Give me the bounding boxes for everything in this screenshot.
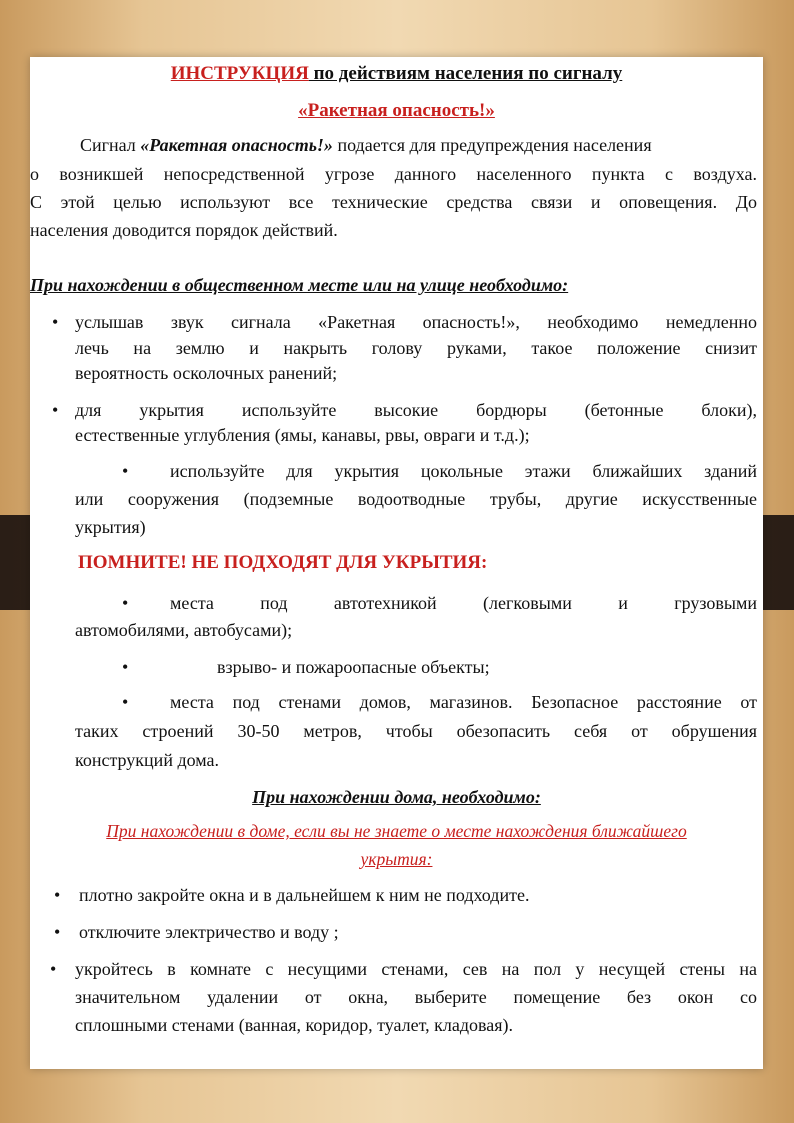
street-b3-line-3: укрытия)	[75, 517, 146, 537]
intro-text: подается для предупреждения населения	[332, 135, 652, 155]
intro-text: Сигнал	[80, 135, 141, 155]
bullet: •	[50, 959, 57, 979]
unsafe-b3-line-3: конструкций дома.	[75, 750, 220, 770]
home-b3-line-2: значительном удалении от окна, выберите помещение без окон со	[75, 987, 757, 1007]
home-heading: При нахождении дома, необходимо:	[252, 787, 541, 807]
bullet: •	[122, 692, 129, 712]
street-b2-line-1: для укрытия используйте высокие бордюры (бетонные блоки),	[75, 400, 757, 420]
title-black: по действиям населения по сигналу	[308, 63, 623, 84]
page-subtitle: «Ракетная опасность!»	[298, 100, 495, 121]
unsafe-b2: взрыво- и пожароопасные объекты;	[217, 657, 490, 677]
intro-line-4: населения доводится порядок действий.	[30, 220, 338, 240]
intro-line-3: С этой целью используют все технические средства связи и оповещения. До	[30, 192, 757, 212]
bullet: •	[52, 312, 59, 332]
street-b1-line-3: вероятность осколочных ранений;	[75, 363, 338, 383]
instruction-sheet	[30, 57, 763, 1069]
unsafe-b1-line-2: автомобилями, автобусами);	[75, 620, 293, 640]
signal-name: «Ракетная опасность!»	[140, 135, 333, 155]
street-b1-line-1: услышав звук сигнала «Ракетная опасность!», необходимо немедленно	[75, 312, 757, 332]
unsafe-b3-line-2: таких строений 30-50 метров, чтобы обезопасить себя от обрушения	[75, 721, 757, 741]
intro-line-2: о возникшей непосредственной угрозе данного населенного пункта с воздуха.	[30, 164, 757, 184]
street-b2-line-2: естественные углубления (ямы, канавы, рвы, овраги и т.д.);	[75, 425, 530, 445]
page-title	[30, 63, 763, 85]
bullet: •	[54, 885, 61, 905]
title-red: ИНСТРУКЦИЯ	[170, 63, 309, 84]
home-b3-line-1: укройтесь в комнате с несущими стенами, сев на пол у несущей стены на	[75, 959, 757, 979]
home-b1: плотно закройте окна и в дальнейшем к ним не подходите.	[79, 885, 530, 905]
bullet: •	[122, 461, 129, 481]
home-b2: отключите электричество и воду ;	[79, 922, 339, 942]
home-subheading-2: укрытия:	[360, 849, 433, 869]
unsafe-b1-line-1: места под автотехникой (легковыми и грузовыми	[170, 593, 757, 613]
street-b1-line-2: лечь на землю и накрыть голову руками, такое положение снизит	[75, 338, 757, 358]
warning-heading: ПОМНИТЕ! НЕ ПОДХОДЯТ ДЛЯ УКРЫТИЯ:	[78, 552, 488, 573]
home-b3-line-3: сплошными стенами (ванная, коридор, туалет, кладовая).	[75, 1015, 514, 1035]
bullet: •	[52, 400, 59, 420]
street-b3-line-2: или сооружения (подземные водоотводные трубы, другие искусственные	[75, 489, 757, 509]
unsafe-b3-line-1: места под стенами домов, магазинов. Безопасное расстояние от	[170, 692, 757, 712]
bullet: •	[54, 922, 61, 942]
home-subheading-1: При нахождении в доме, если вы не знаете о месте нахождения ближайшего	[106, 821, 687, 841]
intro-line-1	[80, 134, 652, 156]
street-b3-line-1: используйте для укрытия цокольные этажи ближайших зданий	[170, 461, 757, 481]
street-heading: При нахождении в общественном месте или на улице необходимо:	[30, 275, 569, 295]
bullet: •	[122, 657, 129, 677]
bullet: •	[122, 593, 129, 613]
